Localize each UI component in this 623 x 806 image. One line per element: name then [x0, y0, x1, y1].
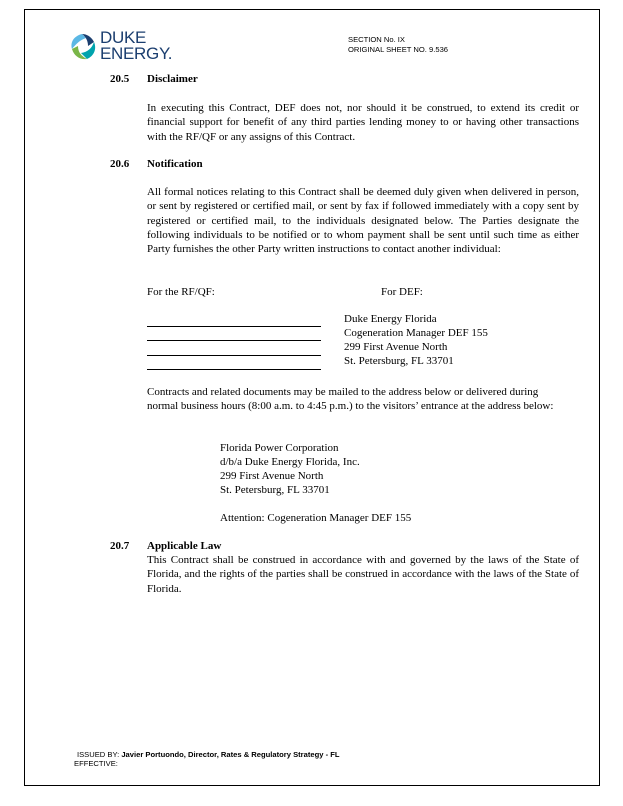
- sheet-number: ORIGINAL SHEET NO. 9.536: [348, 44, 449, 54]
- logo-line-2: ENERGY.: [100, 44, 173, 63]
- issued-by-line: [77, 750, 340, 759]
- notification-paragraph: All formal notices relating to this Contract shall be deemed duly given when delivered in person, or sent by registered or certified mail, or sent by fax if followed immediately with a copy sent by registered or certified mail, to the individuals designated below. The Parties designate the following individuals to be notified or to whom payment shall be sent until such time as either Party furnishes the other Party written instructions to contact another individual:: [147, 186, 579, 256]
- applicable-law-paragraph: This Contract shall be construed in accordance with and governed by the laws of the State of Florida, and the rights of the parties shall be construed in accordance with the laws of the State of Florida.: [147, 554, 579, 595]
- issued-by-label: ISSUED BY:: [77, 750, 122, 759]
- logo-wordmark: [100, 30, 172, 62]
- for-def-label: For DEF:: [381, 286, 423, 298]
- mail-address-line: Florida Power Corporation: [220, 442, 339, 454]
- rfqf-blank-line-2: [147, 340, 321, 341]
- logo-mark-icon: [68, 32, 98, 62]
- issued-by-name: Javier Portuondo, Director, Rates & Regulatory Strategy - FL: [121, 750, 340, 759]
- rfqf-blank-line-1: [147, 326, 321, 327]
- effective-label: EFFECTIVE:: [74, 759, 118, 768]
- mail-address-line: 299 First Avenue North: [220, 470, 324, 482]
- section-number-20-7: 20.7: [110, 540, 130, 552]
- rfqf-blank-line-4: [147, 369, 321, 370]
- section-title-disclaimer: Disclaimer: [147, 73, 198, 85]
- section-number: SECTION No. IX: [348, 35, 405, 44]
- section-title-applicable-law: Applicable Law: [147, 540, 222, 552]
- disclaimer-paragraph: In executing this Contract, DEF does not, nor should it be construed, to extend its credit or financial support for benefit of any third parties lending money to or having other transactions with the RF/QF or any assigns of this Contract.: [147, 102, 579, 143]
- sheet-header: [348, 35, 448, 54]
- mail-address-line: St. Petersburg, FL 33701: [220, 484, 330, 496]
- def-address-line: Duke Energy Florida: [344, 313, 437, 325]
- rfqf-blank-line-3: [147, 355, 321, 356]
- section-number-20-5: 20.5: [110, 73, 130, 85]
- def-address-line: St. Petersburg, FL 33701: [344, 355, 454, 367]
- def-address-line: Cogeneration Manager DEF 155: [344, 327, 488, 339]
- mail-paragraph: Contracts and related documents may be mailed to the address below or delivered during normal business hours (8:00 a.m. to 4:45 p.m.) to the visitors’ entrance at the address below:: [147, 386, 554, 413]
- def-address-line: 299 First Avenue North: [344, 341, 448, 353]
- logo-line-1: DUKE: [100, 28, 147, 47]
- mail-address-line: d/b/a Duke Energy Florida, Inc.: [220, 456, 360, 468]
- for-rfqf-label: For the RF/QF:: [147, 286, 215, 298]
- attention-line: Attention: Cogeneration Manager DEF 155: [220, 512, 412, 524]
- duke-energy-logo: [68, 28, 178, 68]
- section-number-20-6: 20.6: [110, 158, 130, 170]
- section-title-notification: Notification: [147, 158, 203, 170]
